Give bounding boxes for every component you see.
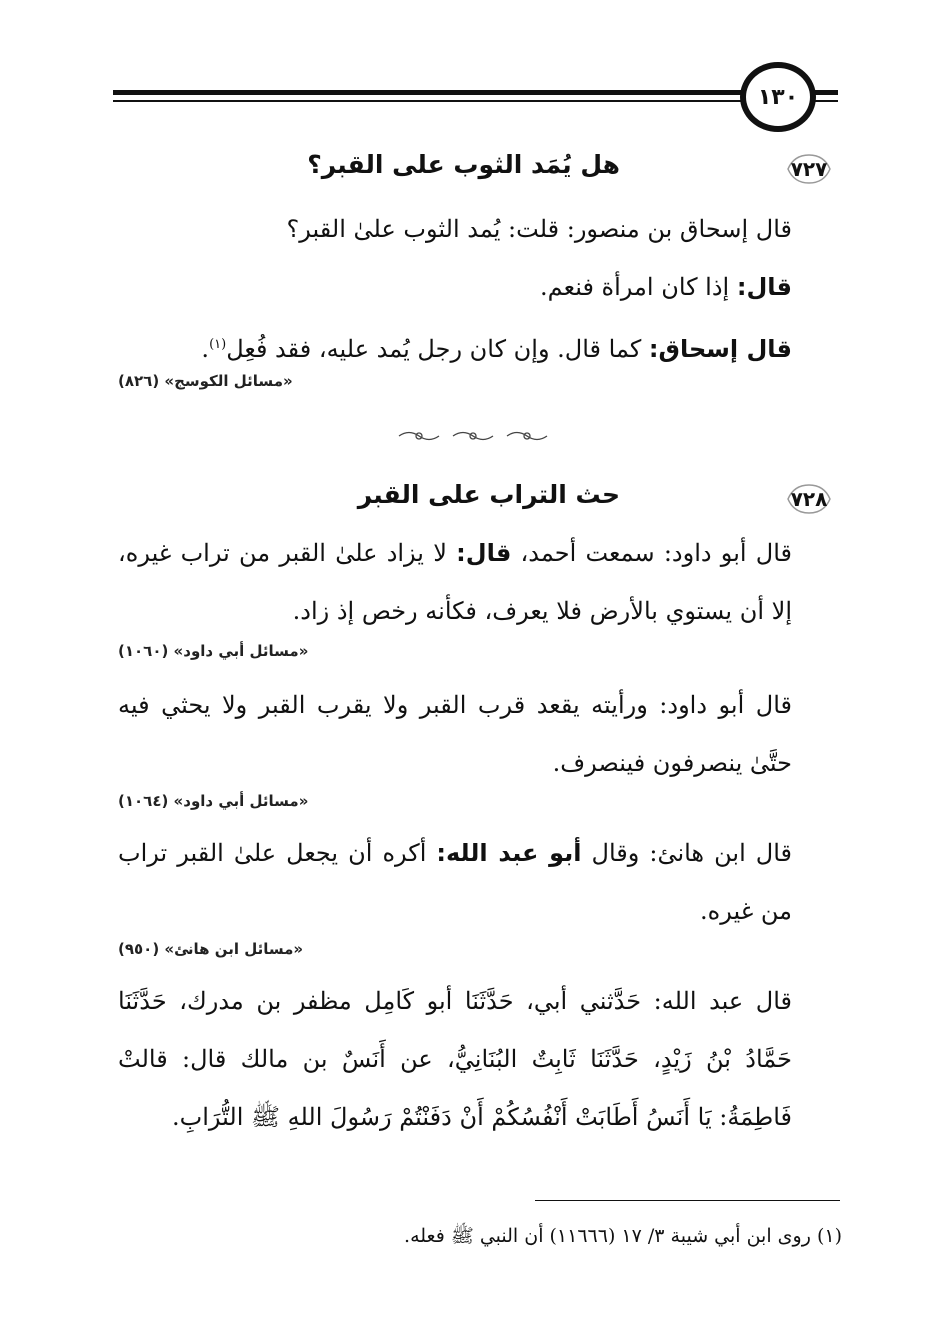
page-number-text: ١٣٠ (757, 84, 799, 110)
paragraph-text: إذا كان امرأة فنعم. (540, 273, 737, 301)
paragraph-end: . (201, 335, 210, 363)
speaker-label: أبو عبد الله: (436, 839, 582, 867)
entry-number: ٧٢٧ (790, 157, 828, 181)
source-citation: «مسائل أبي داود» (١٠٦٤) (118, 792, 309, 810)
header-rule-thin (113, 100, 743, 102)
entry-title: حث التراب على القبر (357, 480, 620, 509)
paragraph-line (120, 258, 792, 316)
entry-number: ٧٢٨ (790, 487, 828, 511)
entry-paragraph (118, 524, 792, 640)
entry-title: هل يُمَد الثوب على القبر؟ (307, 150, 620, 179)
speaker-label: قال: (456, 539, 512, 567)
ornament-divider-icon (395, 428, 555, 444)
paragraph-text: قال ابن هانئ: وقال (581, 839, 792, 867)
header-rule-thick (113, 90, 743, 95)
footnote (250, 1224, 842, 1252)
entry-paragraph (120, 200, 792, 378)
footnote-separator (535, 1200, 840, 1201)
paragraph-text: قال أبو داود: سمعت أحمد، (511, 539, 793, 567)
entry-number-badge (782, 482, 836, 516)
speaker-label: قال إسحاق: (648, 335, 792, 363)
paragraph-text: كما قال. وإن كان رجل يُمد عليه، فقد فُعِل (226, 335, 649, 363)
entry-paragraph: قال أبو داود: ورأيته يقعد قرب القبر ولا يقرب القبر ولا يحثي فيه حتَّىٰ ينصرفون فينصرف. (118, 691, 792, 777)
footnote-ref: (١) (209, 337, 227, 352)
paragraph-text: لا يزاد علىٰ القبر من تراب غيره، إلا أن يستوي بالأرض فلا يعرف، فكأنه رخص إذ زاد. (118, 539, 792, 625)
footnote-marker: (١) (816, 1225, 842, 1247)
speaker-label: قال: (736, 273, 792, 301)
entry-paragraph (118, 824, 792, 940)
footnote-text: روى ابن أبي شيبة ٣/ ١٧ (١١٦٦٦) أن النبي ﷺ فعله. (404, 1225, 811, 1247)
entry-paragraph: قال عبد الله: حَدَّثني أبي، حَدَّثَنَا أبو كَامِل مظفر بن مدرك، حَدَّثَنَا حَمَّادُ بْنُ زَيْدٍ، حَدَّثَنَا ثَابِتٌ البُنَانِيُّ، عن أَنَسٌ بن مالك قال: قالتْ فَاطِمَةُ: يَا أَنَسُ أَطَابَتْ أَنْفُسُكُمْ أَنْ دَفَنْتُمْ رَسُولَ اللهِ ﷺ التُّرَابِ. (118, 987, 792, 1131)
source-citation: «مسائل الكوسج» (٨٢٦) (118, 372, 293, 390)
source-citation: «مسائل أبي داود» (١٠٦٠) (118, 642, 309, 660)
page-number (740, 62, 816, 132)
paragraph-line (120, 316, 792, 378)
entry-number-badge (782, 152, 836, 186)
source-citation: «مسائل ابن هانئ» (٩٥٠) (118, 940, 304, 958)
paragraph-text: أكره أن يجعل علىٰ القبر تراب من غيره. (118, 839, 792, 925)
paragraph-line: قال إسحاق بن منصور: قلت: يُمد الثوب علىٰ القبر؟ (286, 215, 792, 243)
